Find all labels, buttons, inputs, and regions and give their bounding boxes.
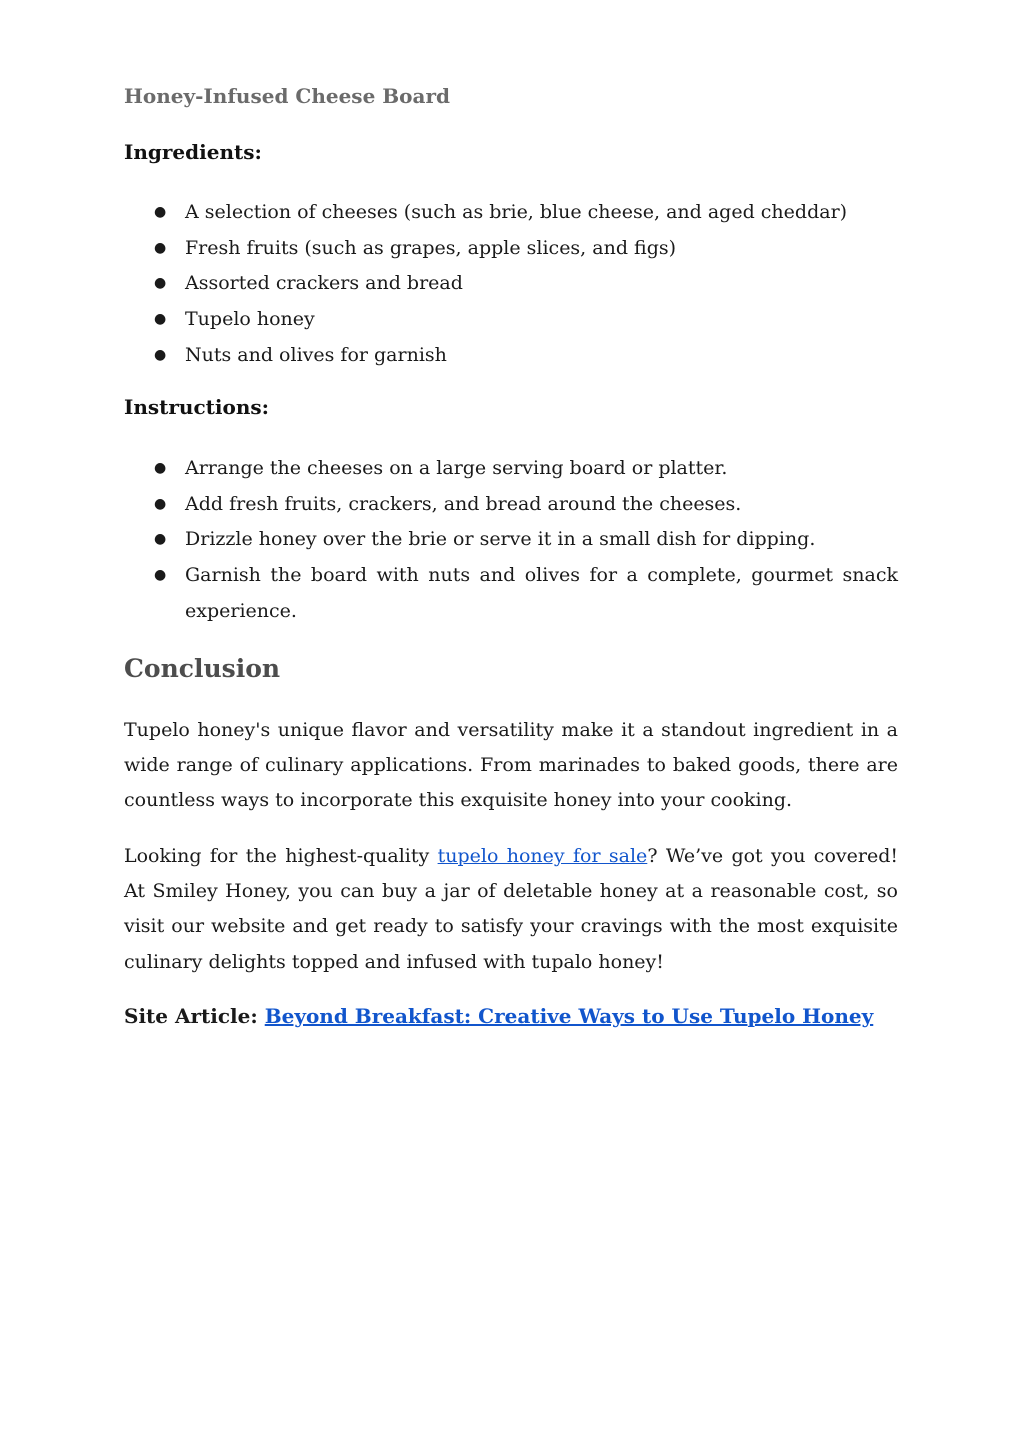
site-article-label: Site Article: [124, 1004, 258, 1028]
list-item [124, 522, 898, 558]
ingredient-text: Fresh fruits (such as grapes, apple slices, and figs) [185, 236, 677, 259]
instruction-text: Drizzle honey over the brie or serve it in a small dish for dipping. [185, 528, 816, 551]
list-item [124, 195, 898, 231]
conclusion-heading: Conclusion [124, 654, 281, 683]
list-item [124, 451, 898, 487]
ingredients-list [124, 195, 898, 374]
list-item [124, 338, 898, 374]
instruction-text: Garnish the board with nuts and olives for a complete, gourmet snack experience. [185, 564, 898, 622]
instructions-label: Instructions: [124, 395, 270, 419]
instruction-text: Add fresh fruits, crackers, and bread around the cheeses. [185, 492, 742, 515]
bullet-icon: ● [154, 495, 167, 512]
bullet-icon: ● [154, 204, 167, 220]
ingredients-label: Ingredients: [124, 140, 262, 164]
tupelo-honey-for-sale-link[interactable]: tupelo honey for sale [437, 845, 648, 867]
site-article-line [124, 1004, 873, 1028]
ingredient-text: Tupelo honey [185, 308, 315, 331]
bullet-icon: ● [154, 346, 167, 363]
list-item [124, 558, 898, 629]
list-item [124, 487, 898, 523]
list-item [124, 302, 898, 338]
call-to-action-paragraph [124, 839, 898, 980]
ingredient-text: Nuts and olives for garnish [185, 343, 447, 366]
instruction-text: Arrange the cheeses on a large serving board or platter. [185, 457, 728, 479]
bullet-icon: ● [154, 531, 167, 548]
bullet-icon: ● [154, 460, 167, 476]
ingredient-text: Assorted crackers and bread [185, 272, 463, 295]
bullet-icon: ● [154, 567, 167, 584]
cta-text-after: ? We’ve got you covered! At Smiley Honey, you can buy a jar of deletable honey at a reasonable cost, so visit our website and get ready to satisfy your cravings with the most exquisite culinary delights topped and infused with tupalo honey! [124, 845, 898, 973]
bullet-icon: ● [154, 311, 167, 328]
instructions-list [124, 451, 898, 630]
conclusion-paragraph: Tupelo honey's unique flavor and versatility make it a standout ingredient in a wide range of culinary applications. From marinades to baked goods, there are countless ways to incorporate this exquisite honey into your cooking. [124, 719, 898, 812]
list-item [124, 266, 898, 302]
list-item [124, 231, 898, 267]
ingredient-text: A selection of cheeses (such as brie, blue cheese, and aged cheddar) [185, 201, 848, 223]
cta-text-before: Looking for the highest-quality [124, 845, 438, 867]
bullet-icon: ● [154, 239, 167, 256]
bullet-icon: ● [154, 275, 167, 292]
site-article-link[interactable]: Beyond Breakfast: Creative Ways to Use Tupelo Honey [264, 1004, 874, 1028]
recipe-title: Honey-Infused Cheese Board [124, 84, 450, 108]
